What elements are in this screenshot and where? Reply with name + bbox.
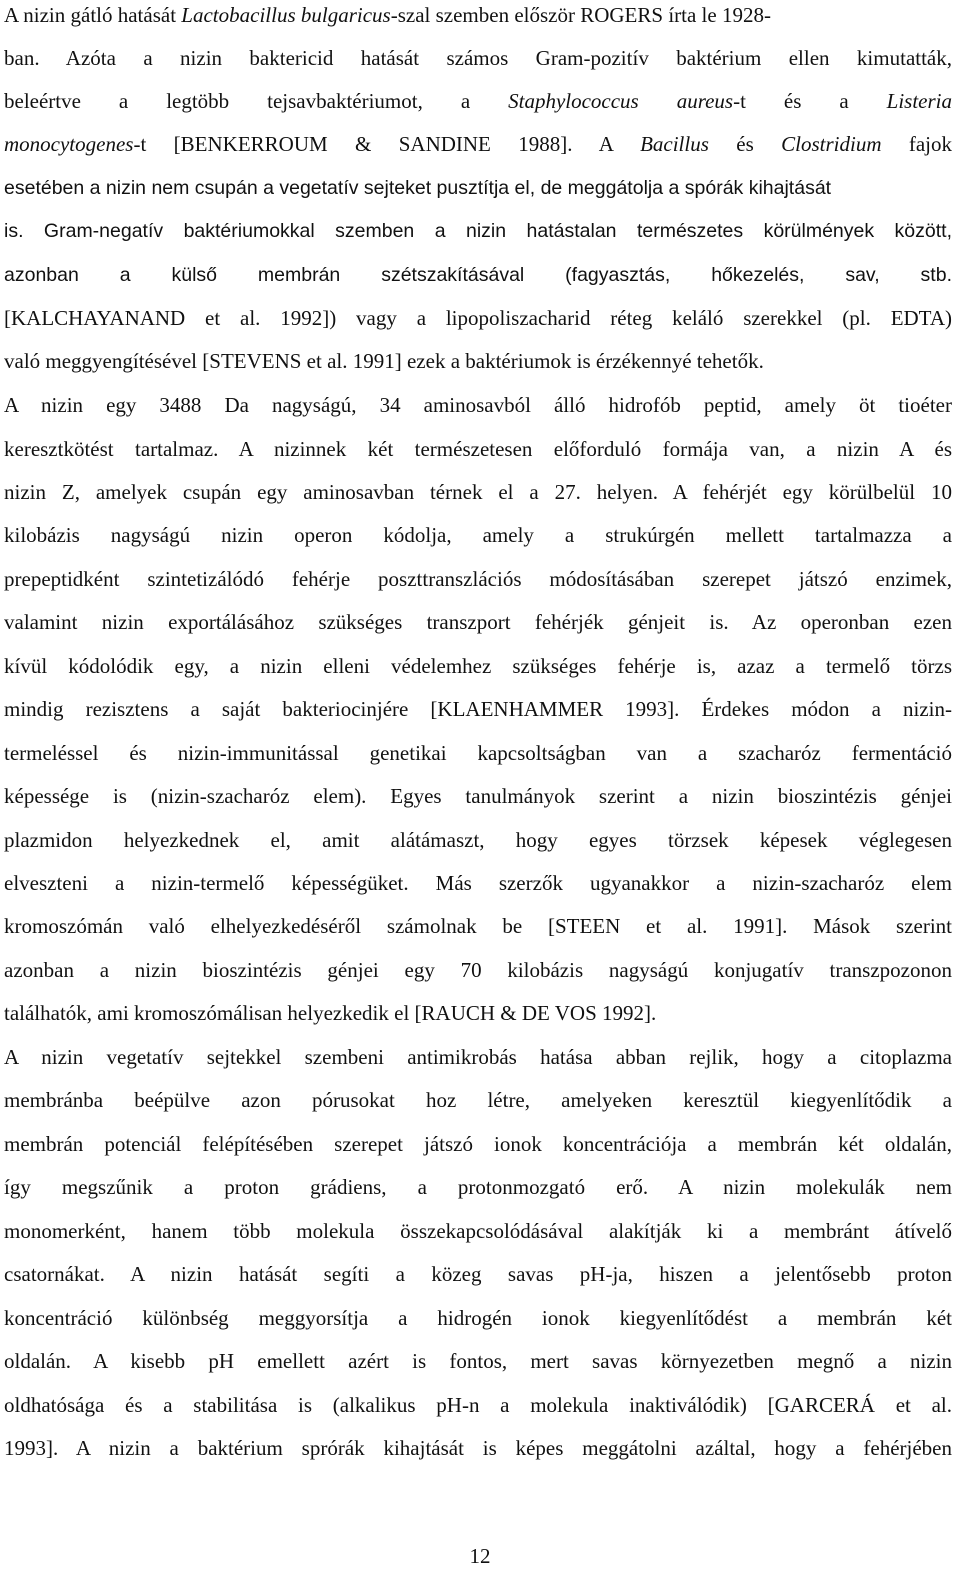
text-line: plazmidon helyezkednek el, amit alátámaszt, hogy egyes törzsek képesek véglegesen	[4, 828, 952, 852]
text-line: így megszűnik a proton grádiens, a protonmozgató erő. A nizin molekulák nem	[4, 1175, 952, 1199]
text-line: termeléssel és nizin-immunitással genetikai kapcsoltságban van a szacharóz fermentáció	[4, 741, 952, 765]
text-line: beleértve a legtöbb tejsavbaktériumot, a Staphylococcus aureus-t és a Listeria	[4, 89, 952, 113]
text-line: azonban a külső membrán szétszakításával (fagyasztás, hőkezelés, sav, stb.	[4, 264, 952, 286]
text-line: A nizin egy 3488 Da nagyságú, 34 aminosavból álló hidrofób peptid, amely öt tioéter	[4, 393, 952, 417]
text-line: kívül kódolódik egy, a nizin elleni védelemhez szükséges fehérje is, azaz a termelő törzs	[4, 654, 952, 678]
page-number: 12	[469, 1544, 491, 1568]
text-line: membránba beépülve azon pórusokat hoz létre, amelyeken keresztül kiegyenlítődik a	[4, 1088, 952, 1112]
text-line: mindig rezisztens a saját bakteriocinjére [KLAENHAMMER 1993]. Érdekes módon a nizin-	[4, 697, 952, 721]
text-line: ban. Azóta a nizin baktericid hatását számos Gram-pozitív baktérium ellen kimutatták,	[4, 46, 952, 70]
text-line: nizin Z, amelyek csupán egy aminosavban térnek el a 27. helyen. A fehérjét egy körülbelül 10	[4, 480, 952, 504]
text-line: 1993]. A nizin a baktérium sprórák kihajtását is képes meggátolni azáltal, hogy a fehérjében	[4, 1436, 952, 1460]
text-line: azonban a nizin bioszintézis génjei egy 70 kilobázis nagyságú konjugatív transzpozonon	[4, 958, 952, 982]
text-line: esetében a nizin nem csupán a vegetatív sejteket pusztítja el, de meggátolja a spórák kihajtását	[4, 177, 832, 199]
text-line: monocytogenes-t [BENKERROUM & SANDINE 1988]. A Bacillus és Clostridium fajok	[4, 132, 953, 156]
text-line: kromoszómán való elhelyezkedéséről számolnak be [STEEN et al. 1991]. Mások szerint	[4, 914, 952, 938]
text-line: membrán potenciál felépítésében szerepet játszó ionok koncentrációja a membrán két oldalán,	[4, 1132, 952, 1156]
text-line: való meggyengítésével [STEVENS et al. 1991] ezek a baktériumok is érzékennyé tehetők.	[4, 349, 764, 373]
text-line: keresztkötést tartalmaz. A nizinnek két természetesen előforduló formája van, a nizin A és	[4, 437, 952, 461]
text-line: koncentráció különbség meggyorsítja a hidrogén ionok kiegyenlítődést a membrán két	[4, 1306, 952, 1330]
text-line: csatornákat. A nizin hatását segíti a közeg savas pH-ja, hiszen a jelentősebb proton	[4, 1262, 952, 1286]
text-line: kilobázis nagyságú nizin operon kódolja, amely a strukúrgén mellett tartalmazza a	[4, 523, 952, 547]
text-line: monomerként, hanem több molekula összekapcsolódásával alakítják ki a membránt átívelő	[4, 1219, 952, 1243]
text-line: elveszteni a nizin-termelő képességüket. Más szerzők ugyanakkor a nizin-szacharóz elem	[4, 871, 952, 895]
text-line: A nizin vegetatív sejtekkel szembeni antimikrobás hatása abban rejlik, hogy a citoplazma	[4, 1045, 952, 1069]
text-line: prepeptidként szintetizálódó fehérje poszttranszlációs módosításában szerepet játszó enzimek,	[4, 567, 952, 591]
text-line: oldhatósága és a stabilitása is (alkalikus pH-n a molekula inaktiválódik) [GARCERÁ et al.	[4, 1393, 952, 1417]
text-line: találhatók, ami kromoszómálisan helyezkedik el [RAUCH & DE VOS 1992].	[4, 1001, 657, 1025]
text-line: [KALCHAYANAND et al. 1992]) vagy a lipopoliszacharid réteg keláló szerekkel (pl. EDTA)	[4, 306, 952, 330]
text-line: valamint nizin exportálásához szükséges transzport fehérjék génjeit is. Az operonban ezen	[4, 610, 952, 634]
text-line: képessége is (nizin-szacharóz elem). Egyes tanulmányok szerint a nizin bioszintézis génjei	[4, 784, 952, 808]
text-line: A nizin gátló hatását Lactobacillus bulgaricus-szal szemben először ROGERS írta le 1928-	[4, 3, 771, 27]
text-line: oldalán. A kisebb pH emellett azért is fontos, mert savas környezetben megnő a nizin	[4, 1349, 952, 1373]
text-line: is. Gram-negatív baktériumokkal szemben a nizin hatástalan természetes körülmények között,	[4, 220, 952, 242]
